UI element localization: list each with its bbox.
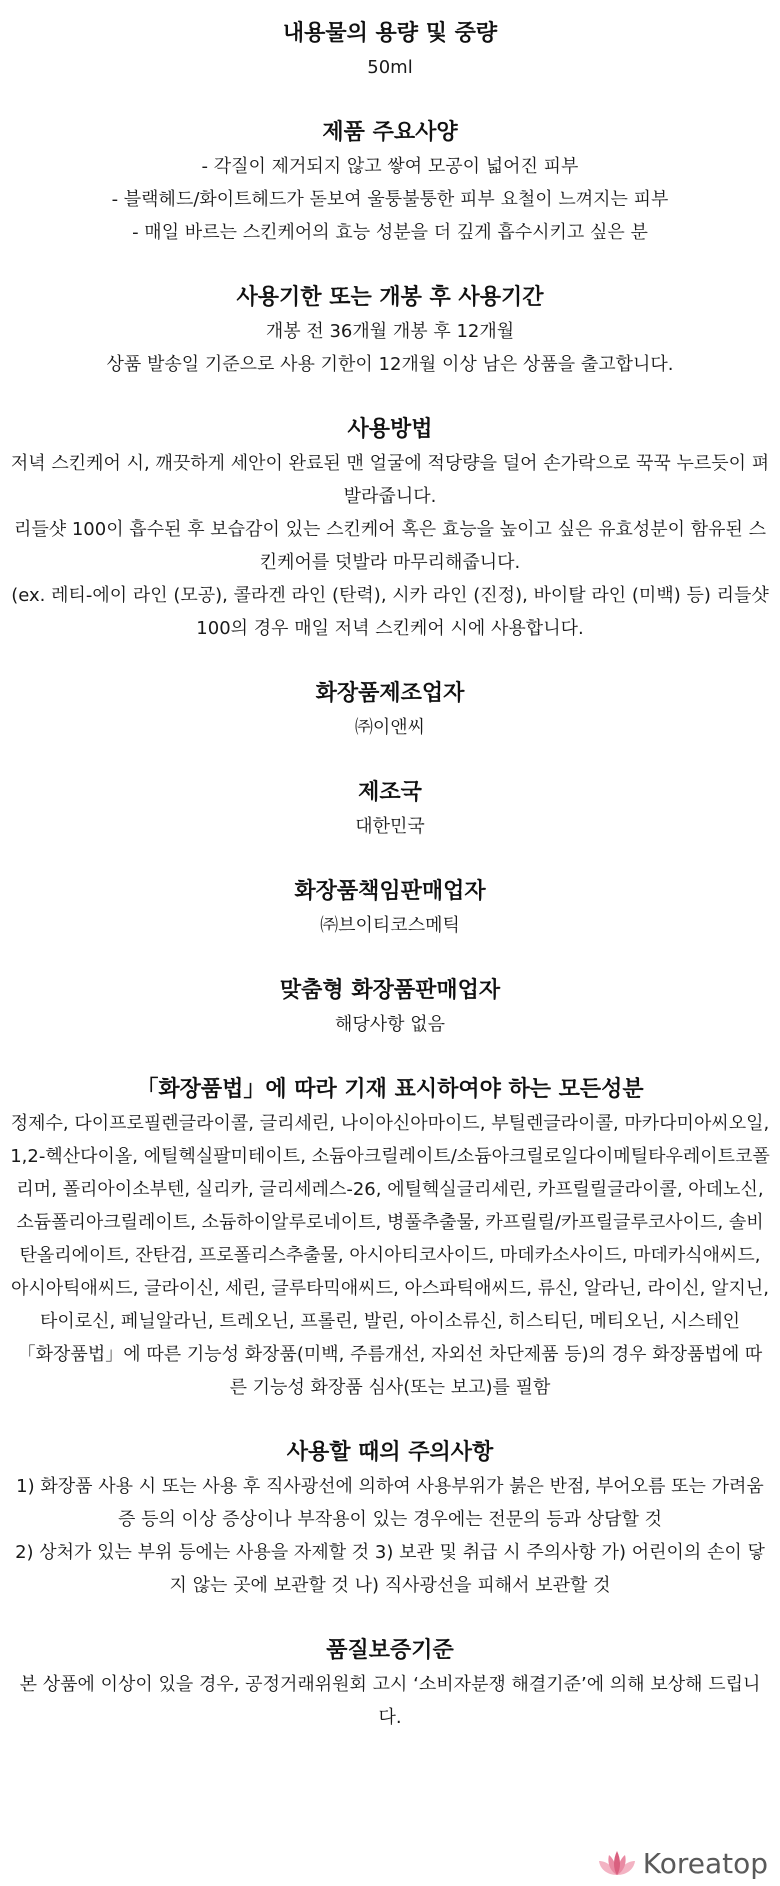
section-title: 사용할 때의 주의사항 — [286, 1440, 494, 1465]
section-text: - 각질이 제거되지 않고 쌓여 모공이 넓어진 피부 — [201, 156, 579, 177]
section-text: 2) 상처가 있는 부위 등에는 사용을 자제할 것 3) 보관 및 취급 시 주의사항 가) 어린이의 손이 닿지 않는 곳에 보관할 것 나) 직사광선을 피해서 보관할 것 — [15, 1542, 765, 1596]
section-text: 저녁 스킨케어 시, 깨끗하게 세안이 완료된 맨 얼굴에 적당량을 덜어 손가락으로 꾹꾹 누르듯이 펴 발라줍니다. — [10, 453, 770, 507]
section-title: 품질보증기준 — [326, 1638, 454, 1663]
section-text: 본 상품에 이상이 있을 경우, 공정거래위원회 고시 ‘소비자분쟁 해결기준’에 의해 보상해 드립니다. — [19, 1674, 761, 1728]
section-expiry — [10, 282, 770, 381]
section-title: 제품 주요사양 — [322, 120, 458, 145]
section-precautions — [10, 1437, 770, 1602]
section-title: 「화장품법」에 따라 기재 표시하여야 하는 모든성분 — [136, 1077, 644, 1102]
section-usage — [10, 414, 770, 645]
section-main-specs — [10, 117, 770, 249]
koreatop-logo — [597, 1847, 768, 1880]
section-text: 50ml — [367, 57, 413, 78]
section-title: 사용방법 — [347, 417, 433, 442]
section-title: 맞춤형 화장품판매업자 — [279, 978, 501, 1003]
section-quality — [10, 1635, 770, 1734]
section-text: 「화장품법」에 따른 기능성 화장품(미백, 주름개선, 자외선 차단제품 등)의 경우 화장품법에 따른 기능성 화장품 심사(또는 보고)를 필함 — [17, 1344, 763, 1398]
section-title: 내용물의 용량 및 중량 — [282, 21, 498, 46]
section-text: 상품 발송일 기준으로 사용 기한이 12개월 이상 남은 상품을 출고합니다. — [106, 354, 674, 375]
section-text: 정제수, 다이프로필렌글라이콜, 글리세린, 나이아신아마이드, 부틸렌글라이콜, 마카다미아씨오일, 1,2-헥산다이올, 에틸헥실팔미테이트, 소듐아크릴레이트/소듐아크릴로일다이메틸타우레이트코폴리머, 폴리아이소부텐, 실리카, 글리세레스-26, 에틸헥실글리세린, 카프릴릴글라이콜, 아데노신, 소듐폴리아크릴레이트, 소듐하이알루로네이트, 병풀추출물, 카프릴릴/카프릴글루코사이드, 솔비탄올리에이트, 잔탄검, 프로폴리스추출물, 아시아티코사이드, 마데카소사이드, 마데카식애씨드, 아시아틱애씨드, 글라이신, 세린, 글루타믹애씨드, 아스파틱애씨드, 류신, 알라닌, 라이신, 알지닌, 타이로신, 페닐알라닌, 트레오닌, 프롤린, 발린, 아이소류신, 히스티딘, 메티오닌, 시스테인 — [10, 1113, 770, 1332]
section-text: 리들샷 100이 흡수된 후 보습감이 있는 스킨케어 혹은 효능을 높이고 싶은 유효성분이 함유된 스킨케어를 덧발라 마무리해줍니다. — [13, 519, 767, 573]
section-text: 대한민국 — [355, 816, 425, 837]
section-text: 1) 화장품 사용 시 또는 사용 후 직사광선에 의하여 사용부위가 붉은 반점, 부어오름 또는 가려움증 등의 이상 증상이나 부작용이 있는 경우에는 전문의 등과 상담할 것 — [16, 1476, 764, 1530]
section-title: 사용기한 또는 개봉 후 사용기간 — [236, 285, 544, 310]
section-title: 화장품책임판매업자 — [294, 879, 486, 904]
section-distributor — [10, 876, 770, 942]
section-volume — [10, 18, 770, 84]
section-text: - 블랙헤드/화이트헤드가 돋보여 울퉁불퉁한 피부 요철이 느껴지는 피부 — [111, 189, 669, 210]
section-text: ㈜브이티코스메틱 — [320, 915, 460, 936]
section-text: 해당사항 없음 — [334, 1014, 446, 1035]
section-text: 개봉 전 36개월 개봉 후 12개월 — [265, 321, 515, 342]
logo-text: Koreatop — [642, 1847, 768, 1880]
section-text: ㈜이앤씨 — [354, 717, 426, 738]
section-title: 제조국 — [358, 780, 422, 805]
section-ingredients — [10, 1074, 770, 1404]
section-custom-seller — [10, 975, 770, 1041]
section-text: (ex. 레티-에이 라인 (모공), 콜라겐 라인 (탄력), 시카 라인 (진정), 바이탈 라인 (미백) 등) 리들샷 100의 경우 매일 저녁 스킨케어 시에 사용합니다. — [11, 585, 769, 639]
section-country — [10, 777, 770, 843]
section-text: - 매일 바르는 스킨케어의 효능 성분을 더 깊게 흡수시키고 싶은 분 — [132, 222, 648, 243]
lotus-icon — [597, 1849, 637, 1879]
section-title: 화장품제조업자 — [315, 681, 465, 706]
section-manufacturer — [10, 678, 770, 744]
